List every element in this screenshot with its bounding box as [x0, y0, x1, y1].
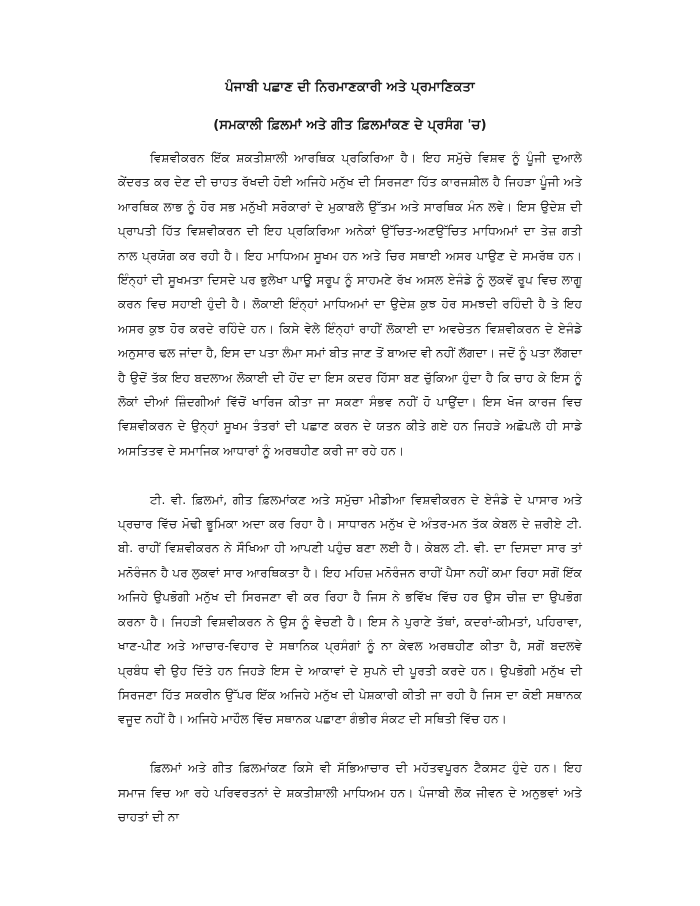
document-subtitle: (ਸਮਕਾਲੀ ਫ਼ਿਲਮਾਂ ਅਤੇ ਗੀਤ ਫ਼ਿਲਮਾਂਕਣ ਦੇ ਪ੍ਰਸੰਗ 'ਚ)	[213, 118, 487, 133]
document-body	[118, 146, 582, 829]
document-title: ਪੰਜਾਬੀ ਪਛਾਣ ਦੀ ਨਿਰਮਾਣਕਾਰੀ ਅਤੇ ਪ੍ਰਮਾਣਿਕਤਾ	[225, 80, 475, 95]
paragraph-2: ਟੀ. ਵੀ. ਫ਼ਿਲਮਾਂ, ਗੀਤ ਫ਼ਿਲਮਾਂਕਣ ਅਤੇ ਸਮੁੱਚਾ ਮੀਡੀਆ ਵਿਸ਼ਵੀਕਰਨ ਦੇ ਏਜੰਡੇ ਦੇ ਪਾਸਾਰ ਅਤੇ ਪ੍ਰਚਾਰ ਵਿੱਚ ਮੋਢੀ ਭੂਮਿਕਾ ਅਦਾ ਕਰ ਰਿਹਾ ਹੈ। ਸਾਧਾਰਨ ਮਨੁੱਖ ਦੇ ਅੰਤਰ-ਮਨ ਤੱਕ ਕੇਬਲ ਦੇ ਜ਼ਰੀਏ ਟੀ. ਬੀ. ਰਾਹੀਂ ਵਿਸ਼ਵੀਕਰਨ ਨੇ ਸੌਖਿਆ ਹੀ ਆਪਣੀ ਪਹੁੰਚ ਬਣਾ ਲਈ ਹੈ। ਕੇਬਲ ਟੀ. ਵੀ. ਦਾ ਦਿਸਦਾ ਸਾਰ ਤਾਂ ਮਨੋਰੰਜਨ ਹੈ ਪਰ ਲੁਕਵਾਂ ਸਾਰ ਆਰਥਿਕਤਾ ਹੈ। ਇਹ ਮਹਿਜ਼ ਮਨੋਰੰਜਨ ਰਾਹੀਂ ਪੈਸਾ ਨਹੀਂ ਕਮਾ ਰਿਹਾ ਸਗੋਂ ਇੱਕ ਅਜਿਹੇ ਉਪਭੋਗੀ ਮਨੁੱਖ ਦੀ ਸਿਰਜਣਾ ਵੀ ਕਰ ਰਿਹਾ ਹੈ ਜਿਸ ਨੇ ਭਵਿੱਖ ਵਿੱਚ ਹਰ ਉਸ ਚੀਜ਼ ਦਾ ਉਪਭੋਗ ਕਰਨਾ ਹੈ। ਜਿਹੜੀ ਵਿਸ਼ਵੀਕਰਨ ਨੇ ਉਸ ਨੂੰ ਵੇਚਣੀ ਹੈ। ਇਸ ਨੇ ਪੁਰਾਣੇ ਤੱਥਾਂ, ਕਦਰਾਂ-ਕੀਮਤਾਂ, ਪਹਿਰਾਵਾ, ਖਾਣ-ਪੀਣ ਅਤੇ ਆਚਾਰ-ਵਿਹਾਰ ਦੇ ਸਥਾਨਿਕ ਪ੍ਰਸੰਗਾਂ ਨੂੰ ਨਾ ਕੇਵਲ ਅਰਥਹੀਣ ਕੀਤਾ ਹੈ, ਸਗੋਂ ਬਦਲਵੇ ਪ੍ਰਬੰਧ ਵੀ ਉਹ ਦਿੱਤੇ ਹਨ ਜਿਹੜੇ ਇਸ ਦੇ ਆਕਾਵਾਂ ਦੇ ਸੁਪਨੇ ਦੀ ਪੂਰਤੀ ਕਰਦੇ ਹਨ। ਉਪਭੋਗੀ ਮਨੁੱਖ ਦੀ ਸਿਰਜਣਾ ਹਿੱਤ ਸਕਰੀਨ ਉੱਪਰ ਇੱਕ ਅਜਿਹੇ ਮਨੁੱਖ ਦੀ ਪੇਸ਼ਕਾਰੀ ਕੀਤੀ ਜਾ ਰਹੀ ਹੈ ਜਿਸ ਦਾ ਕੋਈ ਸਥਾਨਕ ਵਜੂਦ ਨਹੀਂ ਹੈ। ਅਜਿਹੇ ਮਾਹੌਲ ਵਿੱਚ ਸਥਾਨਕ ਪਛਾਣਾ ਗੰਭੀਰ ਸੰਕਟ ਦੀ ਸਥਿਤੀ ਵਿੱਚ ਹਨ।	[118, 492, 582, 727]
paragraph-3: ਫ਼ਿਲਮਾਂ ਅਤੇ ਗੀਤ ਫ਼ਿਲਮਾਂਕਣ ਕਿਸੇ ਵੀ ਸੱਭਿਆਚਾਰ ਦੀ ਮਹੱਤਵਪੂਰਨ ਟੈਕਸਟ ਹੁੰਦੇ ਹਨ। ਇਹ ਸਮਾਜ ਵਿਚ ਆ ਰਹੇ ਪਰਿਵਰਤਨਾਂ ਦੇ ਸ਼ਕਤੀਸ਼ਾਲੀ ਮਾਧਿਅਮ ਹਨ। ਪੰਜਾਬੀ ਲੋਕ ਜੀਵਨ ਦੇ ਅਨੁਭਵਾਂ ਅਤੇ ਚਾਹਤਾਂ ਦੀ ਨਾ	[118, 761, 582, 824]
paragraph-1: ਵਿਸ਼ਵੀਕਰਨ ਇੱਕ ਸ਼ਕਤੀਸ਼ਾਲੀ ਆਰਥਿਕ ਪ੍ਰਕਿਰਿਆ ਹੈ। ਇਹ ਸਮੁੱਚੇ ਵਿਸ਼ਵ ਨੂੰ ਪੂੰਜੀ ਦੁਆਲੇ ਕੇਂਦਰਤ ਕਰ ਦੇਣ ਦੀ ਚਾਹਤ ਰੱਖਦੀ ਹੋਈ ਅਜਿਹੇ ਮਨੁੱਖ ਦੀ ਸਿਰਜਣਾ ਹਿੱਤ ਕਾਰਜਸ਼ੀਲ ਹੈ ਜਿਹੜਾ ਪੂੰਜੀ ਅਤੇ ਆਰਥਿਕ ਲਾਭ ਨੂੰ ਹੋਰ ਸਭ ਮਨੁੱਖੀ ਸਰੋਕਾਰਾਂ ਦੇ ਮੁਕਾਬਲੇ ਉੱਤਮ ਅਤੇ ਸਾਰਥਿਕ ਮੰਨ ਲਵੇ। ਇਸ ਉਦੇਸ਼ ਦੀ ਪ੍ਰਾਪਤੀ ਹਿੱਤ ਵਿਸ਼ਵੀਕਰਨ ਦੀ ਇਹ ਪ੍ਰਕਿਰਿਆ ਅਨੇਕਾਂ ਉੱਚਿਤ-ਅਣਉੱਚਿਤ ਮਾਧਿਅਮਾਂ ਦਾ ਤੇਜ਼ ਗਤੀ ਨਾਲ ਪ੍ਰਯੋਗ ਕਰ ਰਹੀ ਹੈ। ਇਹ ਮਾਧਿਅਮ ਸੂਖਮ ਹਨ ਅਤੇ ਚਿਰ ਸਥਾਈ ਅਸਰ ਪਾਉਣ ਦੇ ਸਮਰੱਥ ਹਨ। ਇੰਨ੍ਹਾਂ ਦੀ ਸੂਖਮਤਾ ਦਿਸਦੇ ਪਰ ਭੁਲੇਖਾ ਪਾਊ ਸਰੂਪ ਨੂੰ ਸਾਹਮਣੇ ਰੱਖ ਅਸਲ ਏਜੰਡੇ ਨੂੰ ਲੁਕਵੇਂ ਰੂਪ ਵਿਚ ਲਾਗੂ ਕਰਨ ਵਿਚ ਸਹਾਈ ਹੁੰਦੀ ਹੈ। ਲੋਕਾਈ ਇੰਨ੍ਹਾਂ ਮਾਧਿਅਮਾਂ ਦਾ ਉਦੇਸ਼ ਕੁਝ ਹੋਰ ਸਮਝਦੀ ਰਹਿੰਦੀ ਹੈ ਤੇ ਇਹ ਅਸਰ ਕੁਝ ਹੋਰ ਕਰਦੇ ਰਹਿੰਦੇ ਹਨ। ਕਿਸੇ ਵੇਲੇ ਇੰਨ੍ਹਾਂ ਰਾਹੀਂ ਲੋਕਾਈ ਦਾ ਅਵਚੇਤਨ ਵਿਸ਼ਵੀਕਰਨ ਦੇ ਏਜੰਡੇ ਅਨੁਸਾਰ ਢਲ ਜਾਂਦਾ ਹੈ, ਇਸ ਦਾ ਪਤਾ ਲੰਮਾ ਸਮਾਂ ਬੀਤ ਜਾਣ ਤੋਂ ਬਾਅਦ ਵੀ ਨਹੀਂ ਲੱਗਦਾ। ਜਦੋਂ ਨੂੰ ਪਤਾ ਲੱਗਦਾ ਹੈ ਉਦੋਂ ਤੱਕ ਇਹ ਬਦਲਾਅ ਲੋਕਾਈ ਦੀ ਹੋਂਦ ਦਾ ਇਸ ਕਦਰ ਹਿੱਸਾ ਬਣ ਚੁੱਕਿਆ ਹੁੰਦਾ ਹੈ ਕਿ ਚਾਹ ਕੇ ਇਸ ਨੂੰ ਲੋਕਾਂ ਦੀਆਂ ਜ਼ਿੰਦਗੀਆਂ ਵਿੱਚੋਂ ਖਾਰਿਜ ਕੀਤਾ ਜਾ ਸਕਣਾ ਸੰਭਵ ਨਹੀਂ ਹੋ ਪਾਉਂਦਾ। ਇਸ ਖੋਜ ਕਾਰਜ ਵਿਚ ਵਿਸ਼ਵੀਕਰਨ ਦੇ ਉਨ੍ਹਾਂ ਸੂਖਮ ਤੰਤਰਾਂ ਦੀ ਪਛਾਣ ਕਰਨ ਦੇ ਯਤਨ ਕੀਤੇ ਗਏ ਹਨ ਜਿਹੜੇ ਅਛੋਪਲੇ ਹੀ ਸਾਡੇ ਅਸਤਿਤਵ ਦੇ ਸਮਾਜਿਕ ਆਧਾਰਾਂ ਨੂੰ ਅਰਥਹੀਣ ਕਰੀ ਜਾ ਰਹੇ ਹਨ।	[118, 151, 582, 458]
